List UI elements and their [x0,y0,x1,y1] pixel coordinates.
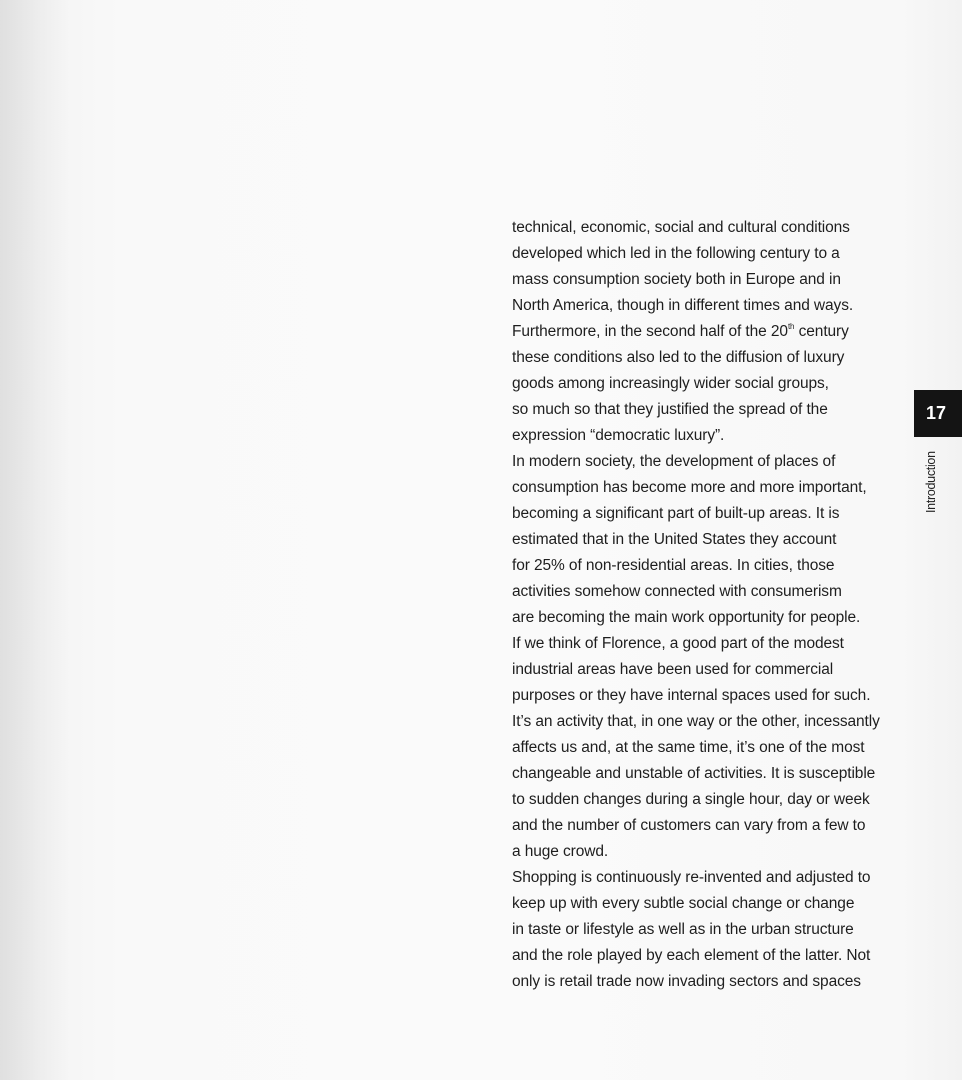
text-line: and the role played by each element of the latter. Not [512,947,871,964]
text-line: consumption has become more and more important, [512,479,867,496]
text-line: industrial areas have been used for commercial [512,661,834,678]
page-number: 17 [925,403,947,423]
text-line: activities somehow connected with consumerism [512,583,842,600]
ordinal-superscript: th [787,322,795,331]
text-line: estimated that in the United States they account [512,531,837,548]
text-line: so much so that they justified the spread of the [512,401,828,418]
text-line: these conditions also led to the diffusion of luxury [512,349,845,366]
text-line: expression “democratic luxury”. [512,427,725,444]
text-line-start: Furthermore, in the second half of the 20 [512,323,788,340]
text-line: mass consumption society both in Europe and in [512,271,841,288]
text-line: goods among increasingly wider social groups, [512,375,829,392]
body-text [512,215,912,995]
text-line: a huge crowd. [512,843,609,860]
text-line: affects us and, at the same time, it’s one of the most [512,739,865,756]
text-line: technical, economic, social and cultural conditions [512,219,850,236]
text-line: for 25% of non-residential areas. In cities, those [512,557,835,574]
page-number-tab [914,390,962,437]
text-line: changeable and unstable of activities. It is susceptible [512,765,876,782]
text-line: and the number of customers can vary from a few to [512,817,866,834]
text-line: purposes or they have internal spaces used for such. [512,687,871,704]
text-line: keep up with every subtle social change or change [512,895,855,912]
text-line: to sudden changes during a single hour, day or week [512,791,870,808]
text-line [512,319,912,345]
page-gutter-shadow [0,0,70,1080]
text-line: are becoming the main work opportunity for people. [512,609,861,626]
text-line: Shopping is continuously re-invented and adjusted to [512,869,871,886]
section-label: Introduction [924,451,938,513]
text-line: It’s an activity that, in one way or the other, incessantly [512,713,880,730]
text-line: If we think of Florence, a good part of the modest [512,635,844,652]
text-line: North America, though in different times and ways. [512,297,854,314]
text-line: In modern society, the development of places of [512,453,836,470]
text-line: becoming a significant part of built-up areas. It is [512,505,840,522]
text-line: developed which led in the following century to a [512,245,840,262]
text-line: in taste or lifestyle as well as in the urban structure [512,921,854,938]
text-line: only is retail trade now invading sectors and spaces [512,973,861,990]
text-line-end: century [794,323,849,340]
